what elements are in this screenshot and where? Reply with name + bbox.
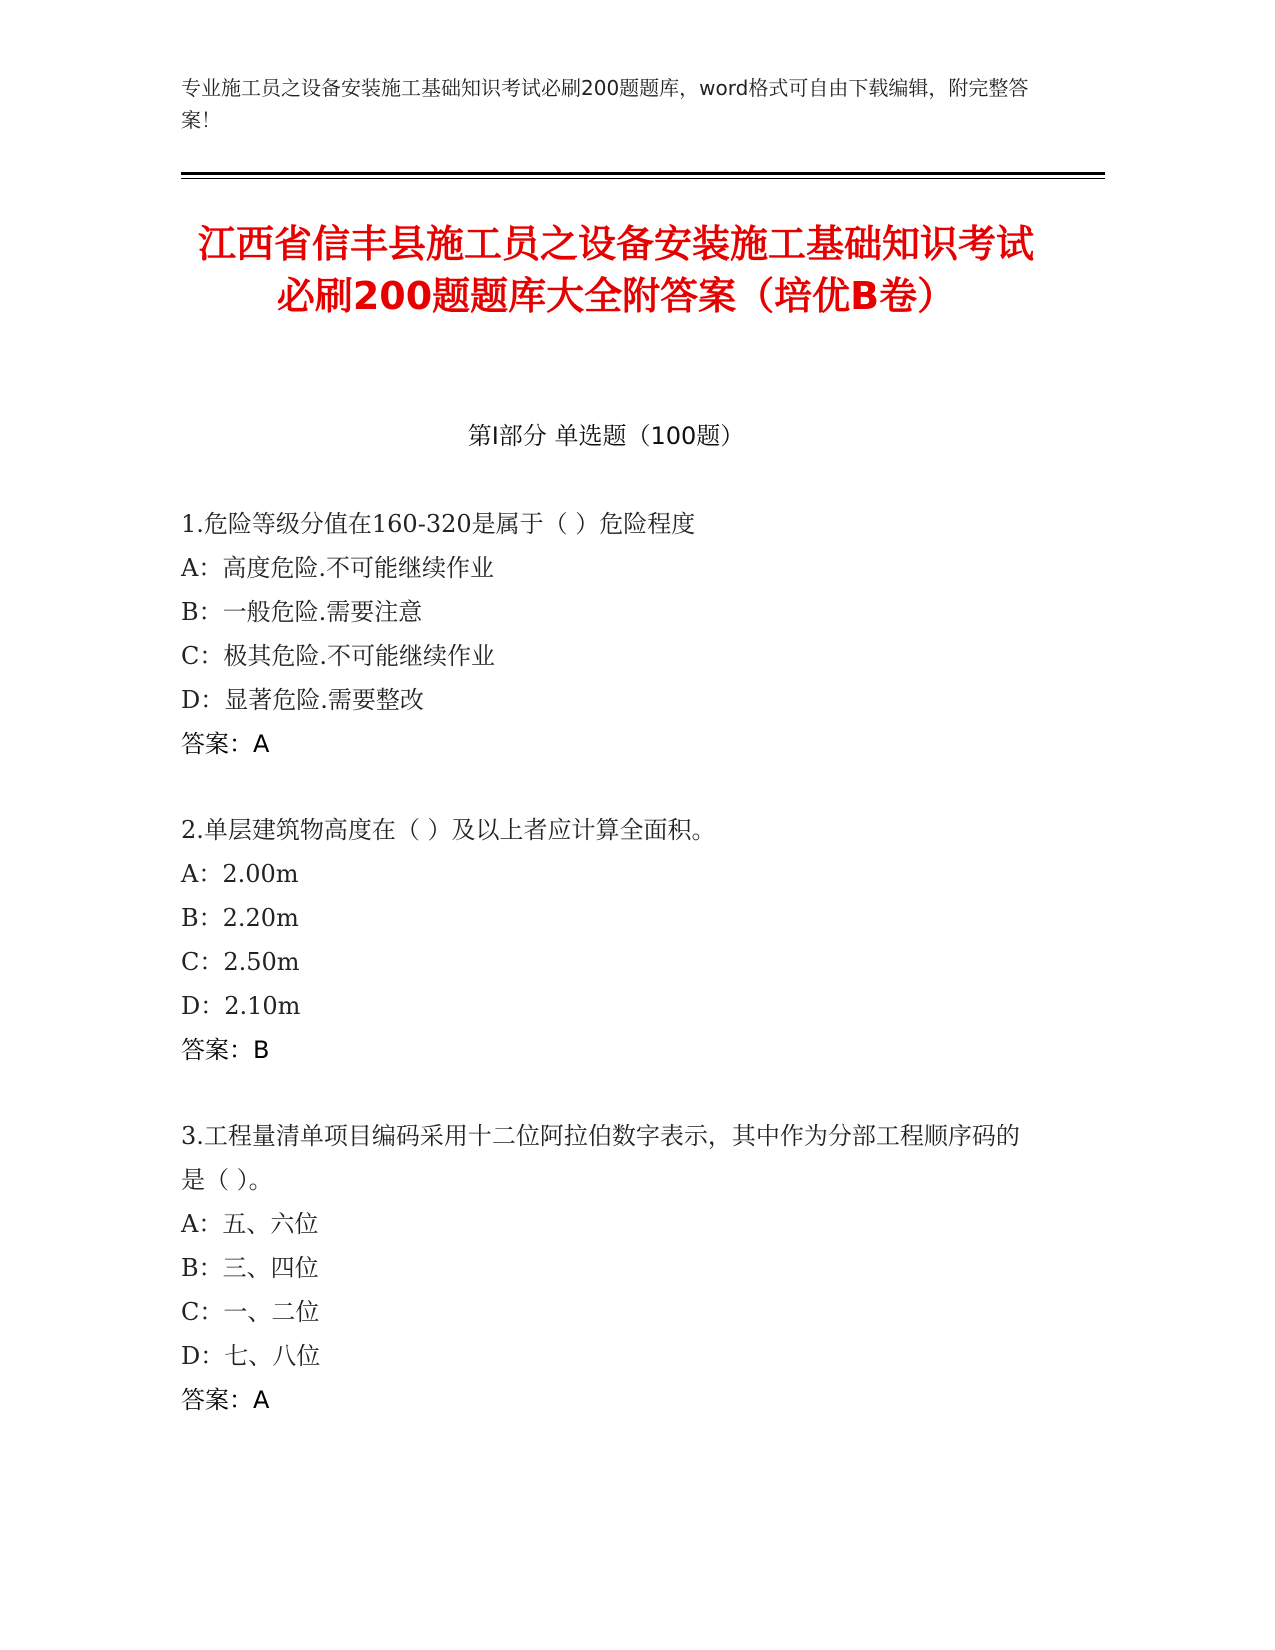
question-3 <box>181 1114 1031 1422</box>
header-rule-thick <box>181 172 1105 175</box>
option-b: B：一般危险.需要注意 <box>181 598 423 626</box>
option-a: A：高度危险.不可能继续作业 <box>181 554 494 582</box>
question-stem: 2.单层建筑物高度在（ ）及以上者应计算全面积。 <box>181 816 716 844</box>
header-note: 专业施工员之设备安装施工基础知识考试必刷200题题库，word格式可自由下载编辑，附完整答案！ <box>181 76 1029 132</box>
question-2 <box>181 808 1031 1072</box>
header-rule-thin <box>181 178 1105 179</box>
answer: 答案：A <box>181 1386 270 1414</box>
option-c: C：一、二位 <box>181 1298 320 1326</box>
option-d: D：七、八位 <box>181 1342 321 1370</box>
option-a: A：2.00m <box>181 860 299 888</box>
option-a: A：五、六位 <box>181 1210 319 1238</box>
section-title: 第Ⅰ部分 单选题（100题） <box>467 422 745 450</box>
document-title: 江西省信丰县施工员之设备安装施工基础知识考试必刷200题题库大全附答案（培优B卷） <box>197 222 1034 318</box>
option-c: C：极其危险.不可能继续作业 <box>181 642 495 670</box>
answer: 答案：B <box>181 1036 270 1064</box>
option-b: B：2.20m <box>181 904 299 932</box>
answer: 答案：A <box>181 730 270 758</box>
option-d: D：显著危险.需要整改 <box>181 686 424 714</box>
option-d: D：2.10m <box>181 992 301 1020</box>
question-stem: 3.工程量清单项目编码采用十二位阿拉伯数字表示，其中作为分部工程顺序码的是（ ）。 <box>181 1122 1020 1194</box>
question-1 <box>181 502 1031 766</box>
option-c: C：2.50m <box>181 948 300 976</box>
question-stem: 1.危险等级分值在160-320是属于（ ）危险程度 <box>181 510 696 538</box>
option-b: B：三、四位 <box>181 1254 319 1282</box>
